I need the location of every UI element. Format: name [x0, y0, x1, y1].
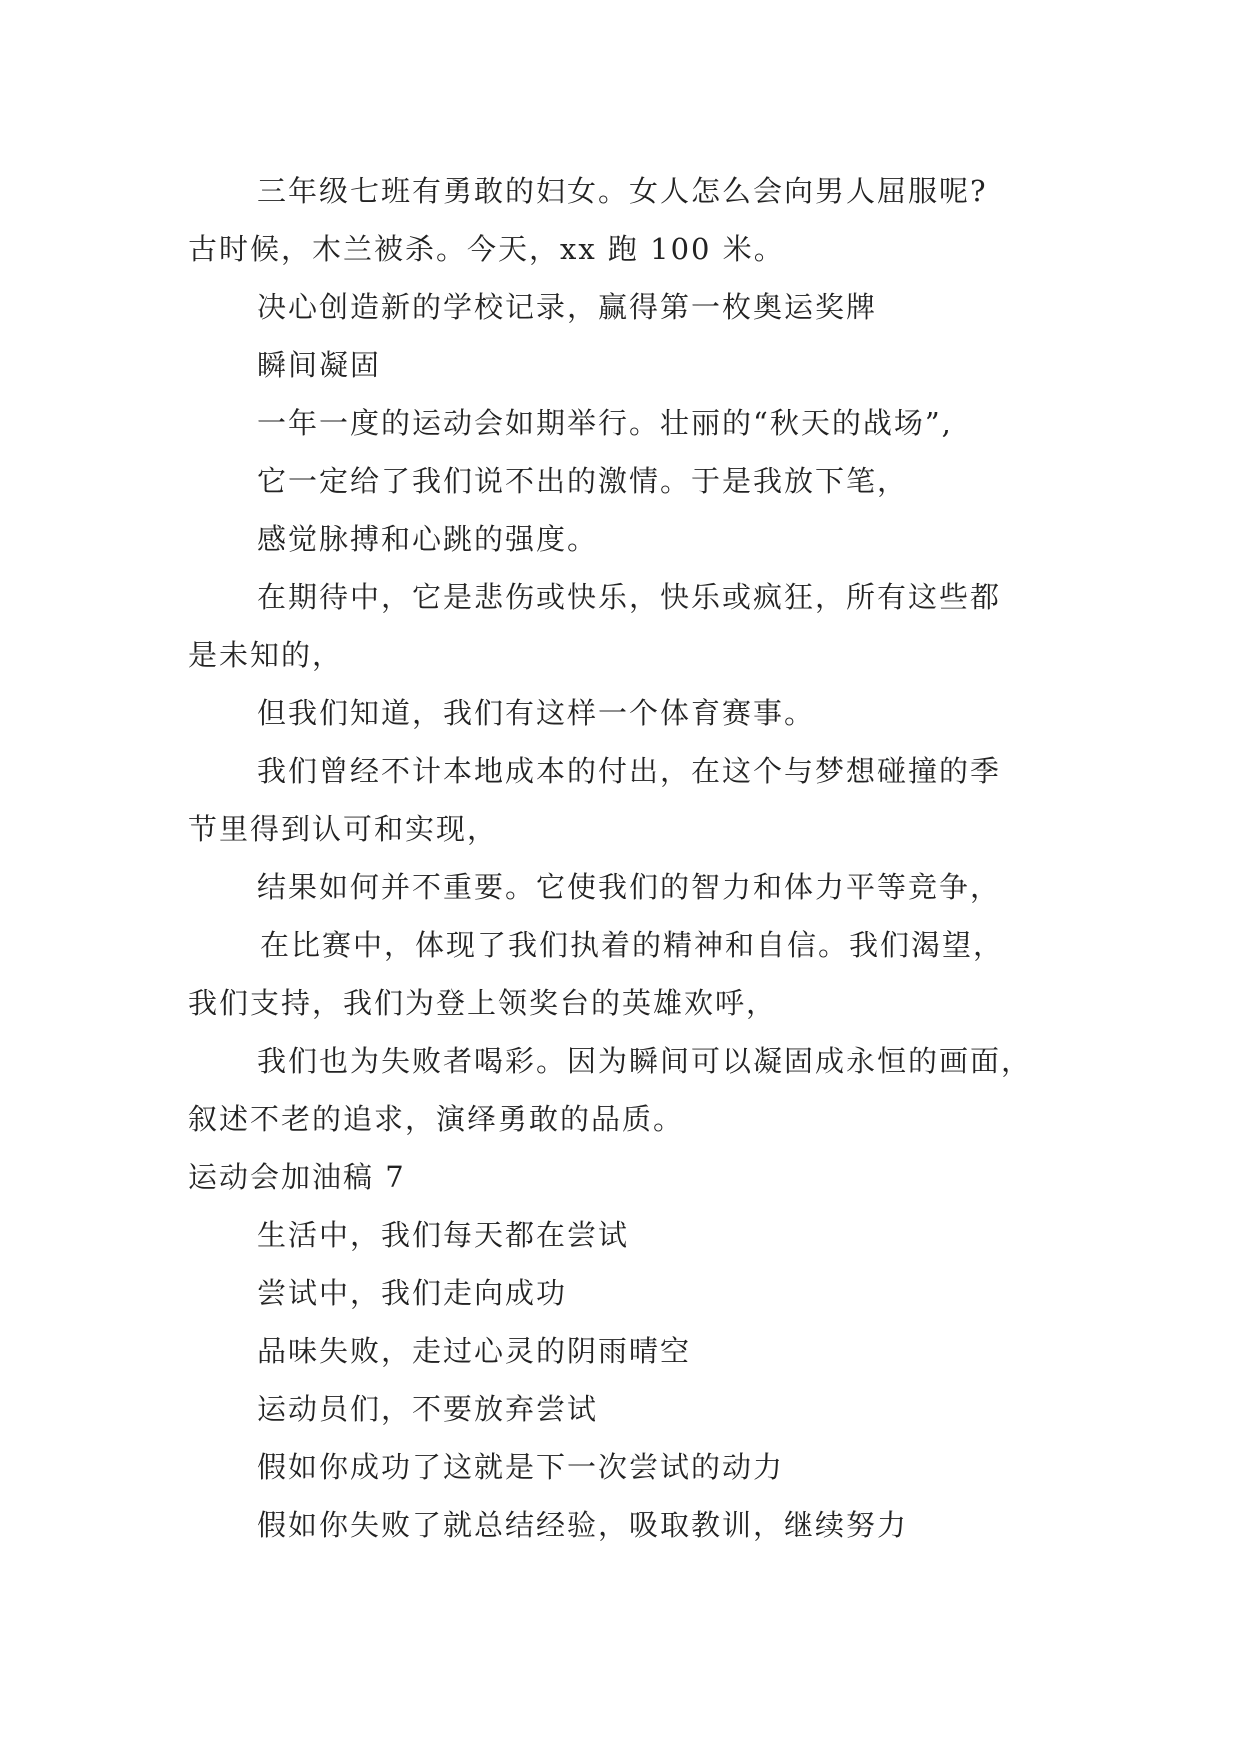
text-line: 在比赛中，体现了我们执着的精神和自信。我们渴望， [260, 928, 1005, 962]
text-line: 假如你成功了这就是下一次尝试的动力 [257, 1450, 785, 1484]
text-line: 运动员们，不要放弃尝试 [257, 1392, 599, 1426]
text-line: 三年级七班有勇敢的妇女。女人怎么会向男人屈服呢? [257, 174, 988, 208]
text-line: 我们支持，我们为登上领奖台的英雄欢呼， [188, 986, 778, 1020]
text-line: 瞬间凝固 [257, 348, 382, 382]
text-line: 叙述不老的追求，演绎勇敢的品质。 [188, 1102, 685, 1136]
document-body [188, 162, 1068, 1554]
section-heading: 运动会加油稿 7 [188, 1160, 406, 1194]
text-line: 结果如何并不重要。它使我们的智力和体力平等竞争， [257, 870, 1002, 904]
text-line: 一年一度的运动会如期举行。壮丽的“秋天的战场”, [257, 406, 953, 440]
text-line: 品味失败，走过心灵的阴雨晴空 [257, 1334, 692, 1368]
text-line: 但我们知道，我们有这样一个体育赛事。 [257, 696, 816, 730]
text-line: 假如你失败了就总结经验，吸取教训，继续努力 [257, 1508, 909, 1542]
text-line: 决心创造新的学校记录，赢得第一枚奥运奖牌 [257, 290, 878, 324]
text-line: 是未知的， [188, 638, 344, 672]
text-line: 在期待中，它是悲伤或快乐，快乐或疯狂，所有这些都 [257, 580, 1002, 614]
text-line: 尝试中，我们走向成功 [257, 1276, 568, 1310]
text-line: 我们也为失败者喝彩。因为瞬间可以凝固成永恒的画面， [257, 1044, 1033, 1078]
text-line: 古时候，木兰被杀。今天，xx 跑 100 米。 [188, 232, 785, 266]
text-line: 我们曾经不计本地成本的付出，在这个与梦想碰撞的季 [257, 754, 1002, 788]
text-line: 感觉脉搏和心跳的强度。 [257, 522, 599, 556]
text-line: 节里得到认可和实现， [188, 812, 499, 846]
text-line: 它一定给了我们说不出的激情。于是我放下笔， [257, 464, 909, 498]
text-line: 生活中，我们每天都在尝试 [257, 1218, 630, 1252]
